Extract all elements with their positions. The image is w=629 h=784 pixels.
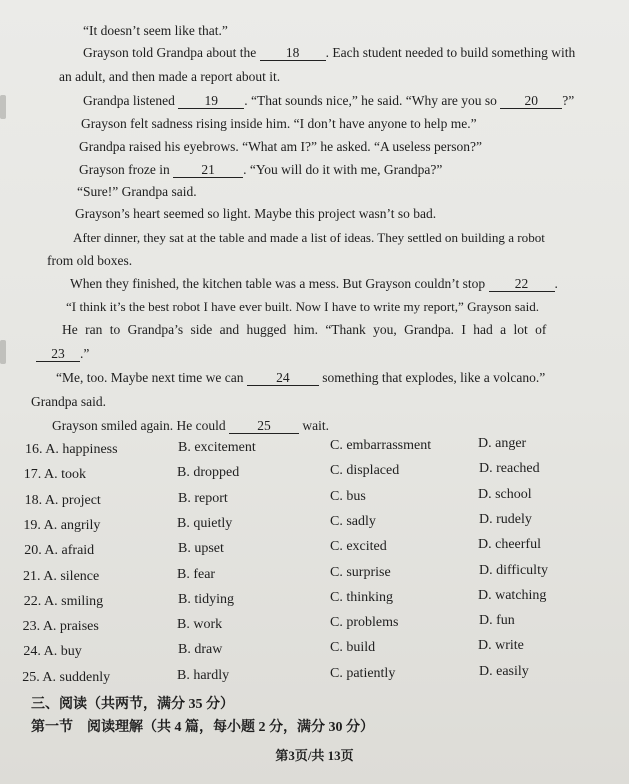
section-subtitle: 第一节 阅读理解（共 4 篇，每小题 2 分，满分 30 分）: [31, 720, 374, 735]
option-25-B: B. hardly: [177, 667, 230, 683]
passage-line: He ran to Grandpa’s side and hugged him. “Thank you, Grandpa. I had a lot of: [62, 322, 547, 337]
option-21-A: 21. A. silence: [23, 568, 100, 584]
option-24-A: 24. A. buy: [23, 644, 82, 660]
passage-line: When they finished, the kitchen table was a mess. But Grayson couldn’t stop 22 .: [70, 276, 558, 291]
passage-line: 23 .”: [36, 345, 89, 363]
option-23-D: D. fun: [479, 613, 515, 629]
blank-21: 21: [173, 163, 243, 178]
option-19-A: 19. A. angrily: [23, 517, 101, 533]
option-19-D: D. rudely: [479, 511, 532, 527]
blank-22: 22: [489, 277, 555, 292]
option-22-C: C. thinking: [330, 589, 394, 605]
option-19-C: C. sadly: [330, 513, 376, 529]
passage-line: After dinner, they sat at the table and made a list of ideas. They settled on building a robot: [73, 230, 545, 245]
passage-line: an adult, and then made a report about it.: [59, 69, 281, 84]
option-21-B: B. fear: [177, 566, 216, 582]
passage-line: “Sure!” Grandpa said.: [77, 184, 197, 199]
blank-19: 19: [178, 94, 244, 109]
option-18-B: B. report: [178, 490, 228, 506]
option-23-B: B. work: [177, 617, 223, 633]
passage-line: Grayson’s heart seemed so light. Maybe this project wasn’t so bad.: [75, 206, 437, 221]
option-17-A: 17. A. took: [23, 467, 87, 483]
page-footer: 第3页/共 13页: [275, 748, 354, 763]
blank-25: 25: [229, 419, 299, 434]
binding-mark: [0, 340, 6, 364]
option-16-B: B. excitement: [178, 440, 256, 455]
option-20-A: 20. A. afraid: [24, 543, 95, 559]
option-23-C: C. problems: [330, 615, 399, 631]
option-19-B: B. quietly: [177, 515, 233, 531]
section-title: 三、阅读（共两节，满分 35 分）: [31, 697, 234, 712]
blank-18: 18: [260, 46, 326, 61]
option-22-B: B. tidying: [178, 591, 235, 607]
option-16-A: 16. A. happiness: [25, 442, 118, 457]
passage-line: Grayson froze in 21 . “You will do it with me, Grandpa?”: [79, 162, 443, 177]
option-20-B: B. upset: [178, 541, 224, 557]
option-24-B: B. draw: [178, 642, 223, 658]
passage-line: “I think it’s the best robot I have ever built. Now I have to write my report,” Grayson said.: [66, 299, 540, 314]
option-16-D: D. anger: [478, 436, 527, 451]
option-17-C: C. displaced: [330, 463, 400, 479]
option-25-D: D. easily: [479, 663, 529, 679]
passage-line: Grayson smiled again. He could 25 wait.: [52, 418, 329, 433]
passage-line: from old boxes.: [47, 253, 133, 268]
passage-line: “Me, too. Maybe next time we can 24 something that explodes, like a volcano.”: [56, 370, 546, 385]
passage-line: Grandpa said.: [31, 394, 106, 409]
option-18-D: D. school: [478, 486, 532, 502]
option-25-A: 25. A. suddenly: [22, 669, 111, 685]
passage-line: Grandpa listened 19 . “That sounds nice,” he said. “Why are you so 20 ?”: [83, 93, 575, 108]
option-23-A: 23. A. praises: [22, 619, 99, 635]
option-20-D: D. cheerful: [478, 537, 541, 553]
passage-line: Grayson told Grandpa about the 18 . Each student needed to build something with: [83, 45, 576, 60]
option-20-C: C. excited: [330, 539, 387, 555]
option-17-B: B. dropped: [177, 465, 240, 481]
option-24-D: D. write: [478, 638, 524, 654]
passage-line: Grandpa raised his eyebrows. “What am I?” he asked. “A useless person?”: [79, 139, 482, 154]
blank-24: 24: [247, 371, 319, 386]
passage-line: “It doesn’t seem like that.”: [83, 23, 228, 38]
blank-23: 23: [36, 347, 80, 362]
option-22-D: D. watching: [478, 587, 547, 603]
option-21-D: D. difficulty: [479, 562, 548, 578]
option-22-A: 22. A. smiling: [23, 593, 104, 609]
option-21-C: C. surprise: [330, 564, 391, 580]
option-18-A: 18. A. project: [24, 492, 101, 508]
option-16-C: C. embarrassment: [330, 438, 432, 453]
option-18-C: C. bus: [330, 488, 366, 504]
binding-mark: [0, 95, 6, 119]
option-17-D: D. reached: [479, 461, 540, 477]
option-25-C: C. patiently: [330, 665, 396, 681]
blank-20: 20: [500, 94, 562, 109]
passage-line: Grayson felt sadness rising inside him. “I don’t have anyone to help me.”: [81, 116, 477, 131]
option-24-C: C. build: [330, 640, 376, 656]
